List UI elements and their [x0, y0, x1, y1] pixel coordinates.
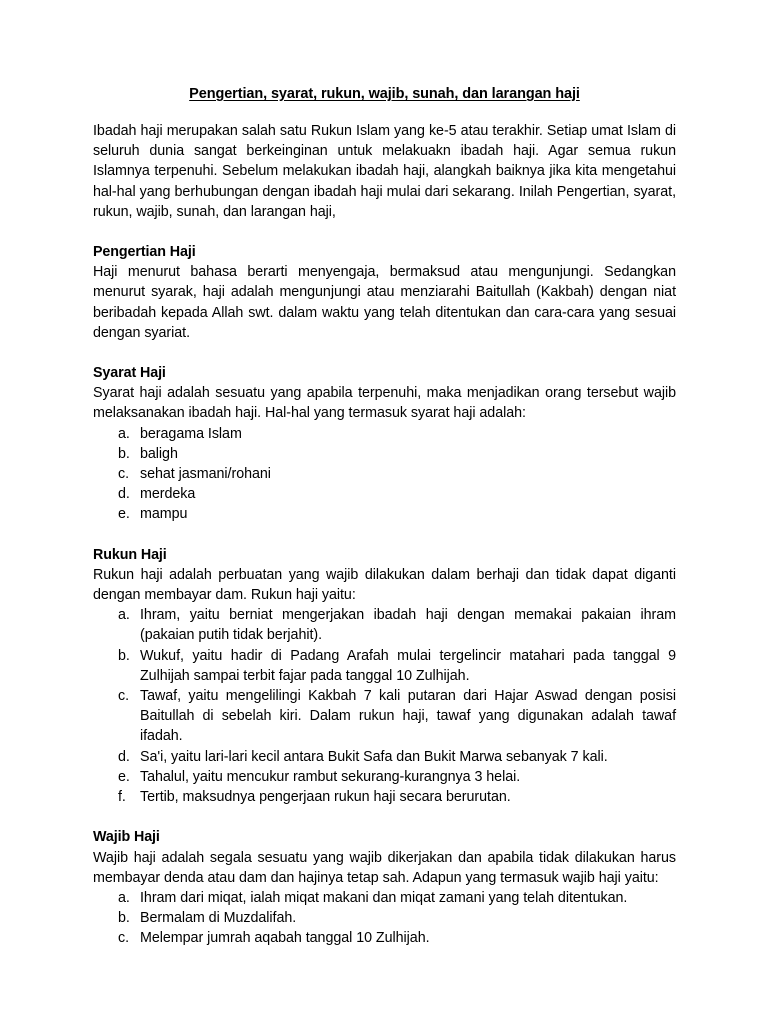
document-section [93, 363, 676, 525]
list-item [93, 484, 676, 504]
list-item-label: Tawaf, yaitu mengelilingi Kakbah 7 kali putaran dari Hajar Aswad dengan posisi Baitullah di sebelah kiri. Dalam rukun haji, tawaf yang digunakan adalah tawaf ifadah. [140, 688, 676, 745]
sections-container [93, 242, 676, 949]
document-section [93, 242, 676, 343]
lettered-list [93, 888, 676, 949]
list-item-marker: f. [118, 789, 126, 806]
list-item-label: Bermalam di Muzdalifah. [140, 910, 297, 927]
list-item-marker: a. [118, 889, 130, 906]
list-item-label: Melempar jumrah aqabah tanggal 10 Zulhijah. [140, 930, 430, 947]
list-item-label: Sa'i, yaitu lari-lari kecil antara Bukit Safa dan Bukit Marwa sebanyak 7 kali. [140, 748, 608, 765]
list-item [93, 928, 676, 948]
list-item [93, 605, 676, 645]
section-heading: Pengertian Haji [93, 244, 196, 261]
section-body: Rukun haji adalah perbuatan yang wajib dilakukan dalam berhaji dan tidak dapat diganti dengan membayar dam. Rukun haji yaitu: [93, 566, 676, 604]
list-item-marker: d. [118, 748, 130, 765]
list-item-marker: e. [118, 506, 130, 523]
list-item-label: Ihram dari miqat, ialah miqat makani dan miqat zamani yang telah ditentukan. [140, 889, 628, 906]
list-item [93, 464, 676, 484]
list-item [93, 686, 676, 747]
list-item-label: beragama Islam [140, 425, 242, 442]
document-section [93, 827, 676, 948]
document-section [93, 545, 676, 808]
list-item-marker: c. [118, 930, 130, 947]
lettered-list [93, 424, 676, 525]
section-heading: Wajib Haji [93, 829, 160, 846]
list-item [93, 888, 676, 908]
list-item-label: baligh [140, 445, 178, 462]
list-item [93, 504, 676, 524]
list-item-marker: a. [118, 607, 130, 624]
list-item-label: sehat jasmani/rohani [140, 466, 271, 483]
list-item-label: merdeka [140, 486, 196, 503]
section-heading: Syarat Haji [93, 365, 166, 382]
list-item-marker: c. [118, 466, 130, 483]
list-item [93, 767, 676, 787]
list-item-marker: e. [118, 768, 130, 785]
list-item [93, 424, 676, 444]
list-item-marker: a. [118, 425, 130, 442]
list-item-marker: b. [118, 445, 130, 462]
list-item-marker: b. [118, 647, 130, 664]
lettered-list [93, 605, 676, 807]
page-title: Pengertian, syarat, rukun, wajib, sunah, dan larangan haji [189, 86, 580, 102]
list-item [93, 646, 676, 686]
list-item [93, 787, 676, 807]
list-item-label: mampu [140, 506, 188, 523]
list-item-label: Wukuf, yaitu hadir di Padang Arafah mulai tergelincir matahari pada tanggal 9 Zulhijah sampai terbit fajar pada tanggal 10 Zulhijah. [140, 647, 676, 684]
list-item-label: Tahalul, yaitu mencukur rambut sekurang-kurangnya 3 helai. [140, 768, 521, 785]
section-heading: Rukun Haji [93, 546, 167, 563]
intro-paragraph: Ibadah haji merupakan salah satu Rukun Islam yang ke-5 atau terakhir. Setiap umat Islam di seluruh dunia sangat berkeinginan untuk melakuakn ibadah haji. Agar semua rukun Islamnya terpenuhi. Sebelum melakukan ibadah haji, alangkah baiknya jika kita mengetahui hal-hal yang berhubungan dengan ibadah haji mulai dari sekarang. Inilah Pengertian, syarat, rukun, wajib, sunah, dan larangan haji, [93, 123, 676, 220]
list-item-marker: b. [118, 910, 130, 927]
list-item-label: Tertib, maksudnya pengerjaan rukun haji secara berurutan. [140, 789, 511, 806]
section-body: Syarat haji adalah sesuatu yang apabila terpenuhi, maka menjadikan orang tersebut wajib melaksanakan ibadah haji. Hal-hal yang termasuk syarat haji adalah: [93, 385, 676, 422]
list-item-marker: c. [118, 688, 130, 705]
list-item [93, 444, 676, 464]
section-body: Haji menurut bahasa berarti menyengaja, bermaksud atau mengunjungi. Sedangkan menurut syarak, haji adalah mengunjungi atau menziarahi Baitullah (Kakbah) dengan niat beribadah kepada Allah swt. dalam waktu yang telah ditentukan dan cara-cara yang sesuai dengan syariat. [93, 264, 676, 341]
list-item [93, 908, 676, 928]
document-content [93, 84, 676, 949]
section-body: Wajib haji adalah segala sesuatu yang wajib dikerjakan dan apabila tidak dilakukan harus membayar denda atau dam dan hajinya tetap sah. Adapun yang termasuk wajib haji yaitu: [93, 849, 676, 886]
list-item [93, 747, 676, 767]
list-item-label: Ihram, yaitu berniat mengerjakan ibadah haji dengan memakai pakaian ihram (pakaian putih tidak berjahit). [140, 607, 676, 644]
list-item-marker: d. [118, 486, 130, 503]
